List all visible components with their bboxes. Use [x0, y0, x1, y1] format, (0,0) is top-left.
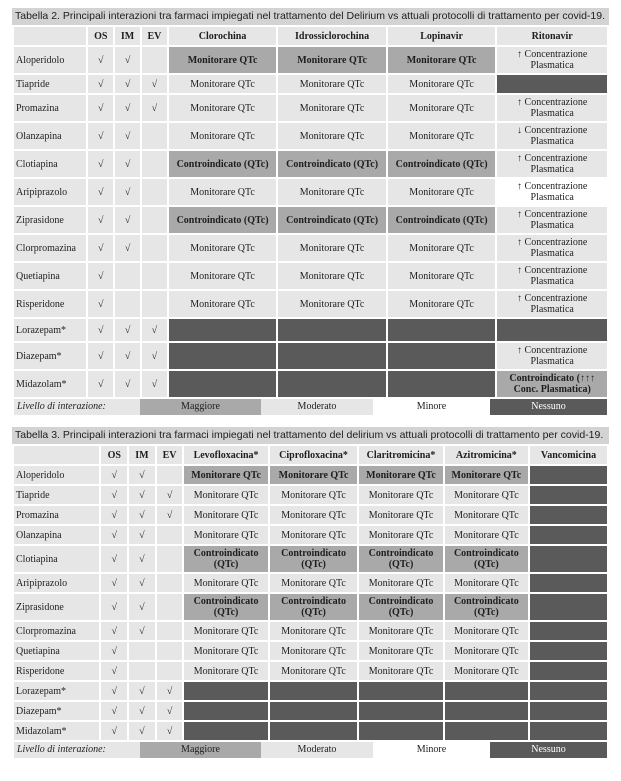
drug-name: Tiapride [14, 486, 99, 504]
levofloxacina-cell: Monitorare QTc [184, 486, 267, 504]
table-row [14, 642, 607, 660]
drug-name: Clotiapina [14, 151, 86, 177]
ritonavir-cell [497, 75, 607, 93]
drug-name: Clotiapina [14, 546, 99, 572]
idrossiclorochina-cell [278, 343, 386, 369]
idrossiclorochina-cell: Controindicato (QTc) [278, 207, 386, 233]
os-cell: √ [88, 319, 113, 341]
table-row [14, 123, 607, 149]
im-cell: √ [115, 95, 140, 121]
header-claritromicina: Claritromicina* [359, 446, 442, 464]
table-row [14, 622, 607, 640]
azitromicina-cell [445, 682, 528, 700]
ciprofloxacina-cell [270, 682, 358, 700]
ev-cell [157, 574, 183, 592]
im-cell: √ [115, 47, 140, 73]
clorochina-cell: Monitorare QTc [169, 47, 277, 73]
header-os: OS [88, 27, 113, 45]
table-row [14, 75, 607, 93]
table-row [14, 546, 607, 572]
header-azitromicina: Azitromicina* [445, 446, 528, 464]
drug-name: Lorazepam* [14, 682, 99, 700]
header-im: IM [129, 446, 155, 464]
azitromicina-cell: Monitorare QTc [445, 526, 528, 544]
table3-header-row [14, 446, 607, 464]
im-cell: √ [115, 343, 140, 369]
os-cell: √ [88, 47, 113, 73]
ciprofloxacina-cell: Monitorare QTc [270, 622, 358, 640]
im-cell: √ [129, 622, 155, 640]
ciprofloxacina-cell [270, 722, 358, 740]
im-cell [129, 642, 155, 660]
levofloxacina-cell: Controindicato (QTc) [184, 594, 267, 620]
levofloxacina-cell [184, 722, 267, 740]
ciprofloxacina-cell [270, 702, 358, 720]
drug-name: Risperidone [14, 291, 86, 317]
clorochina-cell: Monitorare QTc [169, 75, 277, 93]
idrossiclorochina-cell: Monitorare QTc [278, 291, 386, 317]
table-row [14, 662, 607, 680]
clorochina-cell [169, 371, 277, 397]
claritromicina-cell: Monitorare QTc [359, 526, 442, 544]
table-row [14, 371, 607, 397]
os-cell: √ [101, 574, 127, 592]
claritromicina-cell [359, 702, 442, 720]
vancomicina-cell [530, 682, 607, 700]
os-cell: √ [88, 207, 113, 233]
ev-cell: √ [142, 75, 167, 93]
table-row [14, 682, 607, 700]
ritonavir-cell: ↑ Concentrazione Plasmatica [497, 151, 607, 177]
header-levofloxacina: Levofloxacina* [184, 446, 267, 464]
idrossiclorochina-cell: Monitorare QTc [278, 75, 386, 93]
ev-cell: √ [142, 319, 167, 341]
table2-header-row [14, 27, 607, 45]
ev-cell: √ [142, 95, 167, 121]
claritromicina-cell: Monitorare QTc [359, 486, 442, 504]
drug-name: Promazina [14, 95, 86, 121]
drug-name: Lorazepam* [14, 319, 86, 341]
os-cell: √ [101, 546, 127, 572]
ev-cell [142, 47, 167, 73]
levofloxacina-cell: Monitorare QTc [184, 506, 267, 524]
ev-cell [142, 235, 167, 261]
ev-cell [157, 594, 183, 620]
os-cell: √ [101, 702, 127, 720]
document-page [12, 8, 609, 758]
claritromicina-cell: Monitorare QTc [359, 574, 442, 592]
idrossiclorochina-cell: Monitorare QTc [278, 47, 386, 73]
drug-name: Aloperidolo [14, 466, 99, 484]
ev-cell: √ [142, 343, 167, 369]
vancomicina-cell [530, 574, 607, 592]
idrossiclorochina-cell [278, 371, 386, 397]
ritonavir-cell: ↓ Concentrazione Plasmatica [497, 123, 607, 149]
idrossiclorochina-cell [278, 319, 386, 341]
os-cell: √ [101, 642, 127, 660]
ev-cell: √ [142, 371, 167, 397]
os-cell: √ [88, 95, 113, 121]
clorochina-cell [169, 319, 277, 341]
os-cell: √ [101, 682, 127, 700]
levofloxacina-cell: Monitorare QTc [184, 466, 267, 484]
table-row [14, 179, 607, 205]
ritonavir-cell: ↑ Concentrazione Plasmatica [497, 343, 607, 369]
ritonavir-cell: ↑ Concentrazione Plasmatica [497, 235, 607, 261]
im-cell: √ [115, 235, 140, 261]
ritonavir-cell [497, 319, 607, 341]
azitromicina-cell: Monitorare QTc [445, 662, 528, 680]
os-cell: √ [88, 371, 113, 397]
claritromicina-cell: Controindicato (QTc) [359, 546, 442, 572]
im-cell [129, 662, 155, 680]
lopinavir-cell: Monitorare QTc [388, 179, 496, 205]
ev-cell [142, 123, 167, 149]
table2-caption: Tabella 2. Principali interazioni tra farmaci impiegati nel trattamento del Delirium vs attuali protocolli di trattamento per covid-19. [12, 8, 609, 25]
idrossiclorochina-cell: Controindicato (QTc) [278, 151, 386, 177]
ritonavir-cell: ↑ Concentrazione Plasmatica [497, 207, 607, 233]
azitromicina-cell: Controindicato (QTc) [445, 546, 528, 572]
lopinavir-cell: Monitorare QTc [388, 95, 496, 121]
clorochina-cell: Controindicato (QTc) [169, 207, 277, 233]
clorochina-cell: Monitorare QTc [169, 291, 277, 317]
os-cell: √ [88, 179, 113, 205]
table-row [14, 594, 607, 620]
table-row [14, 526, 607, 544]
os-cell: √ [88, 235, 113, 261]
header-clorochina: Clorochina [169, 27, 277, 45]
ciprofloxacina-cell: Monitorare QTc [270, 506, 358, 524]
ciprofloxacina-cell: Monitorare QTc [270, 662, 358, 680]
ev-cell [142, 179, 167, 205]
idrossiclorochina-cell: Monitorare QTc [278, 263, 386, 289]
vancomicina-cell [530, 466, 607, 484]
ciprofloxacina-cell: Monitorare QTc [270, 486, 358, 504]
ev-cell [157, 546, 183, 572]
im-cell: √ [129, 526, 155, 544]
azitromicina-cell: Monitorare QTc [445, 486, 528, 504]
table-row [14, 151, 607, 177]
ciprofloxacina-cell: Monitorare QTc [270, 642, 358, 660]
clorochina-cell: Monitorare QTc [169, 95, 277, 121]
im-cell: √ [129, 486, 155, 504]
vancomicina-cell [530, 486, 607, 504]
drug-name: Midazolam* [14, 722, 99, 740]
claritromicina-cell [359, 722, 442, 740]
im-cell: √ [115, 75, 140, 93]
ev-cell [157, 662, 183, 680]
legend-label: Livello di interazione: [14, 399, 140, 415]
table-row [14, 343, 607, 369]
ev-cell [142, 151, 167, 177]
drug-name: Risperidone [14, 662, 99, 680]
table-row [14, 235, 607, 261]
legend-nessuno: Nessuno [490, 399, 607, 415]
clorochina-cell: Monitorare QTc [169, 179, 277, 205]
ev-cell [142, 263, 167, 289]
os-cell: √ [88, 343, 113, 369]
levofloxacina-cell: Controindicato (QTc) [184, 546, 267, 572]
ritonavir-cell: ↑ Concentrazione Plasmatica [497, 47, 607, 73]
ev-cell: √ [157, 506, 183, 524]
ciprofloxacina-cell: Controindicato (QTc) [270, 594, 358, 620]
idrossiclorochina-cell: Monitorare QTc [278, 235, 386, 261]
drug-name: Quetiapina [14, 642, 99, 660]
ritonavir-cell: Controindicato (↑↑↑ Conc. Plasmatica) [497, 371, 607, 397]
header-ev: EV [142, 27, 167, 45]
lopinavir-cell: Monitorare QTc [388, 235, 496, 261]
table-row [14, 506, 607, 524]
table3-caption: Tabella 3. Principali interazioni tra farmaci impiegati nel trattamento del delirium vs attuali protocolli di trattamento per covid-19. [12, 427, 609, 444]
claritromicina-cell: Monitorare QTc [359, 662, 442, 680]
ritonavir-cell: ↑ Concentrazione Plasmatica [497, 179, 607, 205]
clorochina-cell: Monitorare QTc [169, 123, 277, 149]
header-drug [14, 27, 86, 45]
table-row [14, 574, 607, 592]
os-cell: √ [88, 263, 113, 289]
idrossiclorochina-cell: Monitorare QTc [278, 179, 386, 205]
im-cell: √ [115, 151, 140, 177]
lopinavir-cell: Controindicato (QTc) [388, 207, 496, 233]
ev-cell [157, 622, 183, 640]
ev-cell: √ [157, 486, 183, 504]
drug-name: Clorpromazina [14, 235, 86, 261]
legend-moderato: Moderato [261, 742, 373, 758]
table-row [14, 466, 607, 484]
table-row [14, 263, 607, 289]
drug-name: Diazepam* [14, 343, 86, 369]
lopinavir-cell [388, 319, 496, 341]
os-cell: √ [88, 75, 113, 93]
azitromicina-cell [445, 722, 528, 740]
os-cell: √ [101, 486, 127, 504]
drug-name: Quetiapina [14, 263, 86, 289]
vancomicina-cell [530, 702, 607, 720]
header-im: IM [115, 27, 140, 45]
clorochina-cell: Monitorare QTc [169, 235, 277, 261]
vancomicina-cell [530, 642, 607, 660]
vancomicina-cell [530, 722, 607, 740]
ev-cell: √ [157, 722, 183, 740]
drug-name: Midazolam* [14, 371, 86, 397]
levofloxacina-cell [184, 702, 267, 720]
levofloxacina-cell [184, 682, 267, 700]
table3-legend [14, 742, 607, 758]
os-cell: √ [101, 526, 127, 544]
vancomicina-cell [530, 594, 607, 620]
vancomicina-cell [530, 622, 607, 640]
vancomicina-cell [530, 506, 607, 524]
lopinavir-cell: Controindicato (QTc) [388, 151, 496, 177]
table-row [14, 291, 607, 317]
clorochina-cell: Monitorare QTc [169, 263, 277, 289]
ciprofloxacina-cell: Controindicato (QTc) [270, 546, 358, 572]
header-ciprofloxacina: Ciprofloxacina* [270, 446, 358, 464]
table2 [12, 25, 609, 399]
ciprofloxacina-cell: Monitorare QTc [270, 574, 358, 592]
drug-name: Ziprasidone [14, 207, 86, 233]
azitromicina-cell: Monitorare QTc [445, 622, 528, 640]
im-cell: √ [129, 702, 155, 720]
drug-name: Aripiprazolo [14, 179, 86, 205]
table-row [14, 207, 607, 233]
os-cell: √ [101, 622, 127, 640]
ev-cell [157, 526, 183, 544]
azitromicina-cell [445, 702, 528, 720]
table-row [14, 722, 607, 740]
azitromicina-cell: Controindicato (QTc) [445, 594, 528, 620]
im-cell [115, 263, 140, 289]
drug-name: Olanzapina [14, 123, 86, 149]
table-row [14, 486, 607, 504]
drug-name: Olanzapina [14, 526, 99, 544]
vancomicina-cell [530, 526, 607, 544]
header-lopinavir: Lopinavir [388, 27, 496, 45]
azitromicina-cell: Monitorare QTc [445, 466, 528, 484]
legend-label: Livello di interazione: [14, 742, 140, 758]
legend-nessuno: Nessuno [490, 742, 607, 758]
im-cell: √ [129, 466, 155, 484]
legend-minore: Minore [373, 742, 490, 758]
levofloxacina-cell: Monitorare QTc [184, 642, 267, 660]
vancomicina-cell [530, 662, 607, 680]
claritromicina-cell: Controindicato (QTc) [359, 594, 442, 620]
legend-maggiore: Maggiore [140, 742, 261, 758]
azitromicina-cell: Monitorare QTc [445, 642, 528, 660]
drug-name: Tiapride [14, 75, 86, 93]
drug-name: Aloperidolo [14, 47, 86, 73]
im-cell: √ [129, 546, 155, 572]
os-cell: √ [101, 466, 127, 484]
table-row [14, 47, 607, 73]
os-cell: √ [88, 291, 113, 317]
lopinavir-cell: Monitorare QTc [388, 291, 496, 317]
idrossiclorochina-cell: Monitorare QTc [278, 95, 386, 121]
im-cell: √ [129, 506, 155, 524]
table-row [14, 319, 607, 341]
ev-cell [157, 642, 183, 660]
levofloxacina-cell: Monitorare QTc [184, 662, 267, 680]
ciprofloxacina-cell: Monitorare QTc [270, 466, 358, 484]
claritromicina-cell: Monitorare QTc [359, 466, 442, 484]
header-os: OS [101, 446, 127, 464]
header-ritonavir: Ritonavir [497, 27, 607, 45]
ev-cell: √ [157, 682, 183, 700]
lopinavir-cell [388, 343, 496, 369]
header-idrossiclorochina: Idrossiclorochina [278, 27, 386, 45]
lopinavir-cell: Monitorare QTc [388, 47, 496, 73]
im-cell: √ [129, 682, 155, 700]
ev-cell [142, 291, 167, 317]
ritonavir-cell: ↑ Concentrazione Plasmatica [497, 263, 607, 289]
clorochina-cell: Controindicato (QTc) [169, 151, 277, 177]
legend-moderato: Moderato [261, 399, 373, 415]
ritonavir-cell: ↑ Concentrazione Plasmatica [497, 95, 607, 121]
levofloxacina-cell: Monitorare QTc [184, 526, 267, 544]
header-vancomicina: Vancomicina [530, 446, 607, 464]
ev-cell [142, 207, 167, 233]
os-cell: √ [101, 662, 127, 680]
im-cell: √ [129, 574, 155, 592]
drug-name: Diazepam* [14, 702, 99, 720]
azitromicina-cell: Monitorare QTc [445, 574, 528, 592]
claritromicina-cell: Monitorare QTc [359, 622, 442, 640]
drug-name: Ziprasidone [14, 594, 99, 620]
drug-name: Aripiprazolo [14, 574, 99, 592]
os-cell: √ [101, 594, 127, 620]
im-cell: √ [129, 722, 155, 740]
vancomicina-cell [530, 546, 607, 572]
drug-name: Promazina [14, 506, 99, 524]
im-cell: √ [129, 594, 155, 620]
levofloxacina-cell: Monitorare QTc [184, 574, 267, 592]
legend-maggiore: Maggiore [140, 399, 261, 415]
table2-legend [14, 399, 607, 415]
azitromicina-cell: Monitorare QTc [445, 506, 528, 524]
header-ev: EV [157, 446, 183, 464]
im-cell [115, 291, 140, 317]
claritromicina-cell: Monitorare QTc [359, 506, 442, 524]
idrossiclorochina-cell: Monitorare QTc [278, 123, 386, 149]
os-cell: √ [101, 722, 127, 740]
os-cell: √ [101, 506, 127, 524]
table-row [14, 702, 607, 720]
im-cell: √ [115, 123, 140, 149]
claritromicina-cell: Monitorare QTc [359, 642, 442, 660]
table-row [14, 95, 607, 121]
lopinavir-cell: Monitorare QTc [388, 123, 496, 149]
ritonavir-cell: ↑ Concentrazione Plasmatica [497, 291, 607, 317]
levofloxacina-cell: Monitorare QTc [184, 622, 267, 640]
im-cell: √ [115, 371, 140, 397]
header-drug [14, 446, 99, 464]
table3 [12, 444, 609, 742]
lopinavir-cell: Monitorare QTc [388, 75, 496, 93]
claritromicina-cell [359, 682, 442, 700]
lopinavir-cell [388, 371, 496, 397]
os-cell: √ [88, 123, 113, 149]
im-cell: √ [115, 319, 140, 341]
im-cell: √ [115, 179, 140, 205]
im-cell: √ [115, 207, 140, 233]
os-cell: √ [88, 151, 113, 177]
drug-name: Clorpromazina [14, 622, 99, 640]
clorochina-cell [169, 343, 277, 369]
ev-cell: √ [157, 702, 183, 720]
lopinavir-cell: Monitorare QTc [388, 263, 496, 289]
legend-minore: Minore [373, 399, 490, 415]
ev-cell [157, 466, 183, 484]
ciprofloxacina-cell: Monitorare QTc [270, 526, 358, 544]
